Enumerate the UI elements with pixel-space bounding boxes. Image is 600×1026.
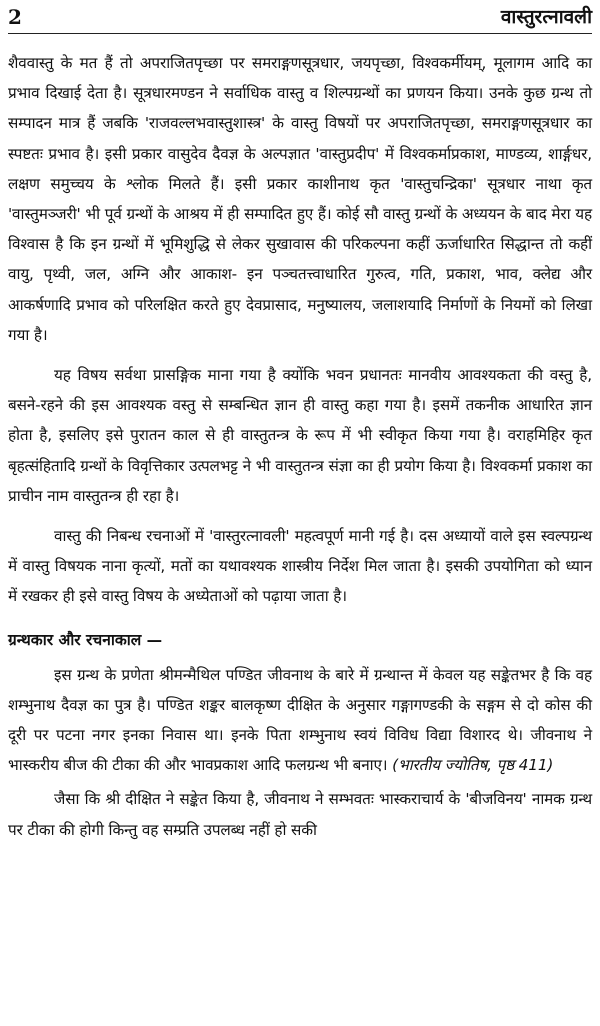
paragraph-1: शैववास्तु के मत हैं तो अपराजितपृच्छा पर समराङ्गणसूत्रधार, जयपृच्छा, विश्वकर्मीयम्, मूलागम आदि का प्रभाव दिखाई देता है। सूत्रधारमण्डन ने सर्वाधिक वास्तु व शिल्पग्रन्थों का प्रणयन किया। उनके कुछ ग्रन्थ तो सम्पादन मात्र हैं जबकि 'राजवल्लभवास्तुशास्त्र' के वास्तु विषयों पर अपराजितपृच्छा, समराङ्गणसूत्रधार का स्पष्टतः प्रभाव है। इसी प्रकार वासुदेव दैवज्ञ के अल्पज्ञात 'वास्तुप्रदीप' में विश्वकर्माप्रकाश, माण्डव्य, शार्ङ्गधर, लक्षण समुच्चय के श्लोक मिलते हैं। इसी प्रकार काशीनाथ कृत 'वास्तुचन्द्रिका' सूत्रधार नाथा कृत 'वास्तुमञ्जरी' भी पूर्व ग्रन्थों के आश्रय में ही सम्पादित हुए हैं। कोई सौ वास्तु ग्रन्थों के अध्ययन के बाद मेरा यह विश्वास है कि इन ग्रन्थों में भूमिशुद्धि से लेकर सुखावास की परिकल्पना कहीं ऊर्जाधारित सिद्धान्त तो कहीं वायु, पृथ्वी, जल, अग्नि और आकाश- इन पञ्चतत्त्वाधारित गुरुत्व, गति, प्रकाश, भाव, क्लेद्य और आकर्षणादि प्रभाव को परिलक्षित करते हुए देवप्रासाद, मनुष्यालय, जलाशयादि निर्माणों के नियमों को लिखा गया है।	[8, 54, 592, 344]
paragraph-3: वास्तु की निबन्ध रचनाओं में 'वास्तुरत्नावली' महत्वपूर्ण मानी गई है। दस अध्यायों वाले इस स्वल्पग्रन्थ में वास्तु विषयक नाना कृत्यों, मतों का यथावश्यक शास्त्रीय निर्देश मिल जाता है। इसकी उपयोगिता को ध्यान में रखकर ही इसे वास्तु विषय के अध्येताओं को पढ़ाया जाता है।	[8, 527, 592, 606]
paragraph-4	[8, 660, 592, 781]
paragraph-5: जैसा कि श्री दीक्षित ने सङ्केत किया है, जीवनाथ ने सम्भवतः भास्कराचार्य के 'बीजविनय' नामक ग्रन्थ पर टीका की होगी किन्तु वह सम्प्रति उपलब्ध नहीं हो सकी	[8, 790, 592, 839]
section-heading: ग्रन्थकार और रचनाकाल —	[8, 630, 163, 649]
citation: (भारतीय ज्योतिष, पृष्ठ 411)	[392, 756, 554, 775]
page-header	[8, 0, 592, 34]
running-title: वास्तुरत्नावली	[500, 6, 592, 28]
paragraph-4-text: इस ग्रन्थ के प्रणेता श्रीमन्मैथिल पण्डित जीवनाथ के बारे में ग्रन्थान्त में केवल यह सङ्केतभर है कि वह शम्भुनाथ दैवज्ञ का पुत्र है। पण्डित शङ्कर बालकृष्ण दीक्षित के अनुसार गङ्गागण्डकी के सङ्गम से दो कोस की दूरी पर पटना नगर इनका निवास था। इनके पिता शम्भुनाथ स्वयं विविध विद्या विशारद थे। जीवनाथ ने भास्करीय बीज की टीका की और भावप्रकाश आदि फलग्रन्थ भी बनाए।	[8, 665, 592, 775]
paragraph-2: यह विषय सर्वथा प्रासङ्गिक माना गया है क्योंकि भवन प्रधानतः मानवीय आवश्यकता की वस्तु है, बसने-रहने की इस आवश्यक वस्तु से सम्बन्धित ज्ञान ही वास्तु कहा गया है। इसमें तकनीक आधारित ज्ञान होता है, इसलिए इसे पुरातन काल से ही वास्तुतन्त्र के रूप में भी स्वीकृत किया गया है। वराहमिहिर कृत बृहत्संहितादि ग्रन्थों के विवृत्तिकार उत्पलभट्ट ने भी वास्तुतन्त्र संज्ञा का ही प्रयोग किया है। विश्वकर्मा प्रकाश का प्राचीन नाम वास्तुतन्त्र ही रहा है।	[8, 366, 592, 505]
page-number: 2	[8, 5, 22, 29]
page-body	[8, 34, 592, 845]
